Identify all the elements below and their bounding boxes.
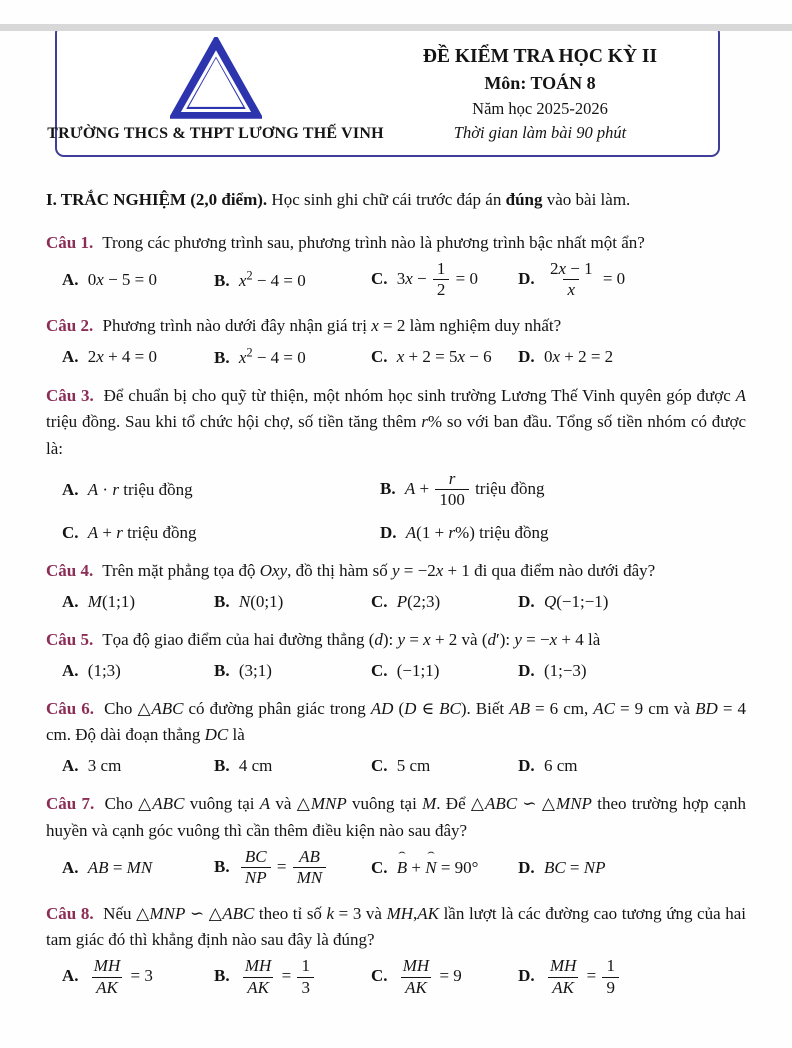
question-text bbox=[46, 383, 746, 462]
fraction: $\frac{1}{9}$ bbox=[602, 957, 619, 997]
fraction: $\frac{AB}{MN}$ bbox=[293, 848, 327, 888]
option-key: A. bbox=[62, 480, 79, 500]
option-value: x + 2 = 5x − 6 bbox=[396, 346, 492, 366]
question-body: Trong các phương trình sau, phương trình nào là phương trình bậc nhất một ẩn? bbox=[102, 232, 645, 252]
option-key: B. bbox=[214, 660, 230, 680]
option-key: D. bbox=[518, 755, 535, 775]
option-b bbox=[214, 343, 365, 370]
option-value: A · r triệu đồng bbox=[87, 480, 193, 500]
option-key: A. bbox=[62, 591, 79, 611]
option-key: D. bbox=[380, 522, 397, 542]
option-c bbox=[371, 344, 512, 370]
question-3 bbox=[46, 383, 746, 545]
question-text bbox=[46, 558, 746, 584]
option-value: 4 cm bbox=[238, 755, 273, 775]
exam-title: ĐỀ KIỂM TRA HỌC KỲ II bbox=[422, 46, 658, 67]
option-value: A + $\frac{r}{100}$ triệu đồng bbox=[404, 469, 545, 510]
option-key: D. bbox=[518, 660, 535, 680]
option-key: C. bbox=[370, 755, 388, 775]
header-school-block bbox=[47, 36, 384, 143]
question-4 bbox=[46, 558, 746, 614]
question-2 bbox=[46, 313, 746, 371]
option-a bbox=[62, 344, 208, 370]
option-value: BC = NP bbox=[543, 857, 606, 877]
option-c bbox=[62, 520, 380, 546]
exam-duration: Thời gian làm bài 90 phút bbox=[453, 123, 627, 142]
option-key: D. bbox=[518, 346, 535, 366]
hat-accent: ˆ N bbox=[425, 855, 436, 881]
option-key: B. bbox=[214, 591, 230, 611]
question-1 bbox=[46, 230, 746, 300]
option-key: B. bbox=[214, 755, 230, 775]
question-label: Câu 3. bbox=[46, 386, 94, 406]
question-body: Cho △ABC vuông tại A và △MNP vuông tại M. Để △ABC ∽ △MNP theo trường hợp cạnh huyền và cạnh góc vuông thì cần thêm điều kiện nào sau đây? bbox=[46, 794, 747, 840]
option-value: A + r triệu đồng bbox=[87, 522, 197, 542]
exam-header bbox=[47, 24, 720, 157]
option-key: B. bbox=[214, 270, 230, 290]
option-value: $\frac{MH}{AK}$ = $\frac{1}{9}$ bbox=[544, 966, 621, 985]
question-8 bbox=[46, 901, 746, 997]
options bbox=[46, 260, 746, 300]
question-text bbox=[46, 627, 746, 653]
question-body: Nếu △MNP ∽ △ABC theo tỉ số k = 3 và MH,AK lần lượt là các đường cao tương ứng của hai tam giác đó thì khẳng định nào sau đây là đúng? bbox=[46, 903, 746, 949]
option-value: AB = MN bbox=[87, 857, 153, 877]
option-key: C. bbox=[370, 268, 388, 288]
option-a bbox=[62, 658, 208, 684]
options bbox=[46, 343, 746, 370]
option-key: C. bbox=[370, 857, 388, 877]
option-a bbox=[62, 753, 208, 779]
option-value: (3;1) bbox=[238, 660, 272, 680]
option-value: $\frac{2x - 1}{x}$ = 0 bbox=[544, 269, 625, 288]
school-logo-icon bbox=[170, 37, 262, 121]
option-key: C. bbox=[62, 522, 79, 542]
option-key: C. bbox=[370, 346, 388, 366]
option-value: Q(−1;−1) bbox=[543, 591, 609, 611]
option-value: 2x + 4 = 0 bbox=[87, 346, 158, 366]
option-key: A. bbox=[62, 966, 79, 986]
option-key: D. bbox=[518, 857, 535, 877]
fraction: $\frac{MH}{AK}$ bbox=[244, 956, 272, 997]
option-value: $\frac{BC}{NP}$ = $\frac{AB}{MN}$ bbox=[239, 857, 328, 876]
option-value: 3x − $\frac{1}{2}$ = 0 bbox=[396, 258, 478, 300]
question-label: Câu 8. bbox=[46, 903, 94, 923]
option-key: B. bbox=[214, 966, 230, 986]
option-d bbox=[518, 957, 746, 997]
option-d bbox=[518, 855, 746, 881]
option-key: D. bbox=[518, 268, 535, 288]
option-c bbox=[371, 260, 512, 300]
option-value: ˆ B + ˆ N = 90° bbox=[397, 858, 479, 877]
option-a bbox=[62, 267, 208, 293]
options bbox=[46, 753, 746, 779]
option-b bbox=[214, 589, 365, 615]
page bbox=[0, 24, 792, 1048]
question-body: Phương trình nào dưới đây nhận giá trị x = 2 làm nghiệm duy nhất? bbox=[102, 315, 562, 335]
option-value: M(1;1) bbox=[87, 591, 135, 611]
fraction: $\frac{MH}{AK}$ bbox=[402, 956, 430, 997]
option-d bbox=[518, 658, 746, 684]
option-c bbox=[371, 589, 512, 615]
option-key: A. bbox=[62, 269, 79, 289]
option-a bbox=[62, 855, 208, 881]
exam-subject: Môn: TOÁN 8 bbox=[484, 73, 596, 93]
option-value: 0x − 5 = 0 bbox=[87, 269, 158, 289]
question-label: Câu 4. bbox=[46, 561, 94, 581]
option-value: (1;−3) bbox=[543, 660, 587, 680]
question-label: Câu 5. bbox=[46, 630, 94, 650]
section-heading: I. TRẮC NGHIỆM (2,0 điểm). Học sinh ghi chữ cái trước đáp án đúng vào bài làm. bbox=[46, 190, 631, 209]
option-key: A. bbox=[62, 346, 79, 366]
school-name: TRƯỜNG THCS & THPT LƯƠNG THẾ VINH bbox=[47, 125, 384, 142]
option-key: A. bbox=[62, 660, 79, 680]
option-value: 0x + 2 = 2 bbox=[543, 346, 614, 366]
fraction: $\frac{2x - 1}{x}$ bbox=[549, 258, 593, 300]
option-key: A. bbox=[62, 755, 79, 775]
question-text bbox=[46, 313, 746, 339]
question-body: Cho △ABC có đường phân giác trong AD (D ∈ BC). Biết AB = 6 cm, AC = 9 cm và BD = 4 cm. Độ dài đoạn thẳng DC là bbox=[46, 699, 746, 745]
question-text bbox=[46, 696, 746, 749]
option-value: 3 cm bbox=[87, 755, 122, 775]
option-b bbox=[380, 470, 746, 510]
hat-accent: ˆ B bbox=[397, 855, 407, 881]
option-b bbox=[214, 266, 365, 293]
option-a bbox=[62, 477, 380, 503]
question-7 bbox=[46, 791, 746, 887]
options bbox=[46, 589, 746, 615]
option-key: B. bbox=[214, 856, 230, 876]
question-body: Trên mặt phẳng tọa độ Oxy, đồ thị hàm số y = −2x + 1 đi qua điểm nào dưới đây? bbox=[102, 561, 656, 581]
option-d bbox=[518, 589, 746, 615]
options bbox=[46, 957, 746, 997]
option-c bbox=[371, 855, 512, 881]
question-body: Tọa độ giao điểm của hai đường thẳng (d): y = x + 2 và (d′): y = −x + 4 là bbox=[102, 630, 601, 650]
option-key: A. bbox=[62, 857, 79, 877]
question-6 bbox=[46, 696, 746, 778]
exam-school-year: Năm học 2025-2026 bbox=[472, 99, 608, 118]
question-label: Câu 2. bbox=[46, 315, 94, 335]
option-b bbox=[214, 753, 365, 779]
option-c bbox=[371, 753, 512, 779]
option-value: (−1;1) bbox=[396, 660, 440, 680]
header-exam-block bbox=[368, 36, 712, 143]
option-key: C. bbox=[370, 591, 388, 611]
question-5 bbox=[46, 627, 746, 683]
option-d bbox=[380, 520, 746, 546]
fraction: $\frac{1}{2}$ bbox=[433, 260, 450, 300]
options bbox=[46, 470, 746, 545]
option-b bbox=[214, 957, 365, 997]
question-label: Câu 7. bbox=[46, 794, 95, 814]
option-key: D. bbox=[518, 966, 535, 986]
option-b bbox=[214, 658, 365, 684]
question-text bbox=[46, 791, 746, 844]
question-text bbox=[46, 901, 746, 954]
option-a bbox=[62, 957, 208, 997]
option-a bbox=[62, 589, 208, 615]
option-value: P(2;3) bbox=[396, 591, 441, 611]
option-value: (1;3) bbox=[87, 660, 121, 680]
question-body: Để chuẩn bị cho quỹ từ thiện, một nhóm học sinh trường Lương Thế Vinh quyên góp được A triệu đồng. Sau khi tổ chức hội chợ, số tiền tăng thêm r% so với ban đầu. Tổng số tiền nhóm có được là: bbox=[46, 386, 747, 458]
fraction: $\frac{MH}{AK}$ bbox=[549, 956, 577, 997]
question-text bbox=[46, 230, 746, 256]
option-value: 5 cm bbox=[396, 755, 431, 775]
fraction: $\frac{MH}{AK}$ bbox=[93, 956, 121, 997]
option-key: B. bbox=[380, 478, 396, 498]
option-c bbox=[371, 957, 512, 997]
question-label: Câu 6. bbox=[46, 699, 95, 718]
option-value: $\frac{MH}{AK}$ = 3 bbox=[88, 966, 153, 985]
question-label: Câu 1. bbox=[46, 232, 94, 252]
option-value: N(0;1) bbox=[238, 591, 284, 611]
option-value: 6 cm bbox=[543, 755, 578, 775]
exam-body bbox=[46, 187, 746, 997]
option-key: B. bbox=[214, 347, 230, 367]
option-b bbox=[214, 848, 365, 888]
option-key: C. bbox=[370, 966, 388, 986]
options bbox=[46, 848, 746, 888]
option-value: $\frac{MH}{AK}$ = 9 bbox=[397, 966, 462, 985]
fraction: $\frac{BC}{NP}$ bbox=[241, 848, 271, 888]
option-d bbox=[518, 260, 746, 300]
option-d bbox=[518, 344, 746, 370]
photo-top-edge bbox=[0, 24, 792, 31]
option-key: D. bbox=[518, 591, 535, 611]
option-value: $x^2 - 4 = 0$ bbox=[238, 268, 306, 290]
questions bbox=[46, 230, 746, 998]
option-c bbox=[371, 658, 512, 684]
fraction: $\frac{r}{100}$ bbox=[435, 470, 469, 510]
option-value: A(1 + r%) triệu đồng bbox=[405, 522, 549, 542]
option-value: $x^2 - 4 = 0$ bbox=[238, 344, 306, 367]
option-key: C. bbox=[370, 660, 388, 680]
option-value: $\frac{MH}{AK}$ = $\frac{1}{3}$ bbox=[239, 966, 316, 985]
option-d bbox=[518, 753, 746, 779]
fraction: $\frac{1}{3}$ bbox=[297, 957, 314, 997]
options bbox=[46, 658, 746, 684]
